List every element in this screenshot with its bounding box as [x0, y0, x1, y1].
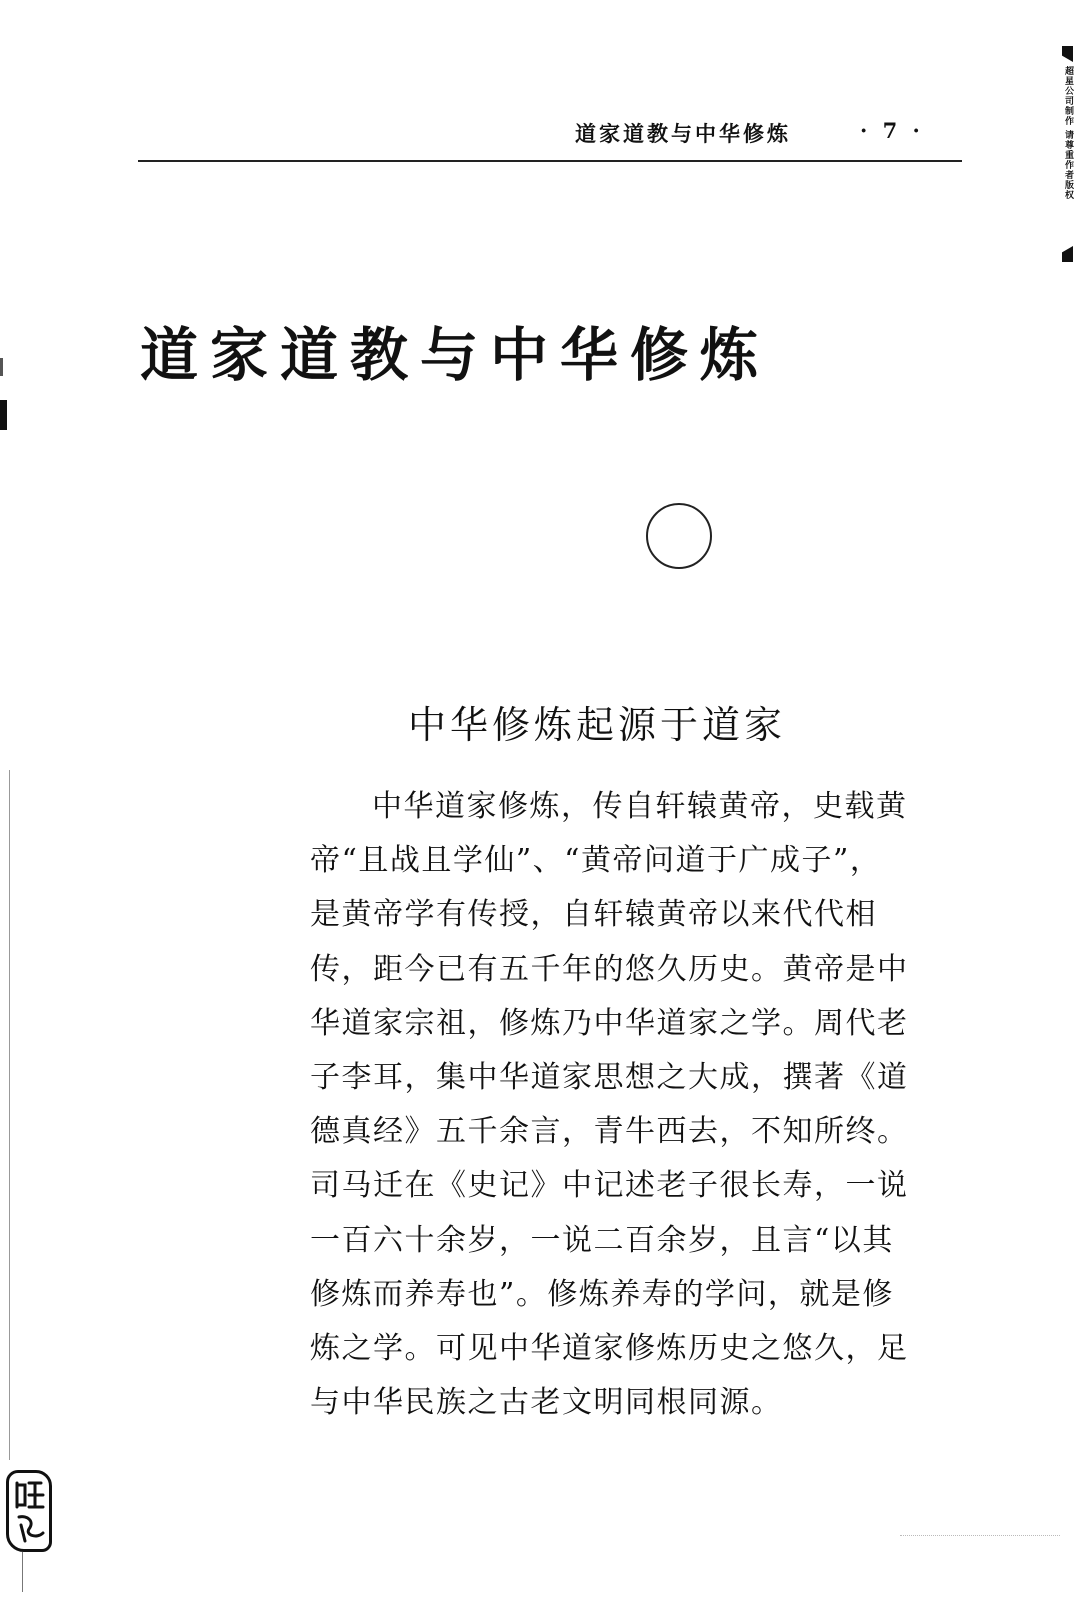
paragraph-line: 是黄帝学有传授，自轩辕黄帝以来代代相: [310, 897, 877, 933]
stamp-top-bar: [1062, 46, 1073, 62]
publisher-seal-icon: [6, 1470, 52, 1552]
seal-glyph-icon: [13, 1477, 47, 1547]
copyright-side-stamp: [1060, 46, 1076, 266]
scan-speck: [0, 358, 3, 376]
section-heading: 中华修炼起源于道家: [408, 703, 787, 747]
scan-edge-mark: [0, 400, 7, 430]
paragraph-line: 与中华民族之古老文明同根同源。: [310, 1385, 783, 1421]
stamp-text: 超星公司制作 请尊重作者版权: [1063, 66, 1073, 201]
scan-noise-dots: [900, 1535, 1060, 1540]
scan-edge-line: [9, 770, 10, 1460]
body-paragraph: [310, 780, 946, 1430]
paragraph-line: 司马迁在《史记》中记述老子很长寿，一说: [310, 1168, 909, 1204]
chapter-title: 道家道教与中华修炼: [140, 321, 771, 389]
seal-tail-line: [22, 1552, 23, 1592]
header-rule: [138, 160, 962, 162]
page-number: · 7 ·: [860, 118, 924, 143]
stamp-bottom-bar: [1062, 246, 1073, 262]
running-header-title: 道家道教与中华修炼: [575, 121, 791, 146]
paragraph-line: 一百六十余岁，一说二百余岁，且言“以其: [310, 1222, 894, 1258]
section-marker-circle: [646, 503, 712, 569]
paragraph-line: 中华道家修炼，传自轩辕黄帝，史载黄: [372, 789, 908, 824]
paragraph-line: 子李耳，集中华道家思想之大成，撰著《道: [310, 1059, 909, 1095]
paragraph-line: 炼之学。可见中华道家修炼历史之悠久，足: [310, 1330, 909, 1366]
paragraph-line: 传，距今已有五千年的悠久历史。黄帝是中: [310, 951, 909, 987]
paragraph-line: 修炼而养寿也”。修炼养寿的学问，就是修: [310, 1276, 894, 1312]
paragraph-line: 德真经》五千余言，青牛西去，不知所终。: [310, 1114, 909, 1150]
paragraph-line: 华道家宗祖，修炼乃中华道家之学。周代老: [310, 1005, 909, 1041]
paragraph-line: 帝“且战且学仙”、“黄帝问道于广成子”，: [310, 843, 882, 879]
